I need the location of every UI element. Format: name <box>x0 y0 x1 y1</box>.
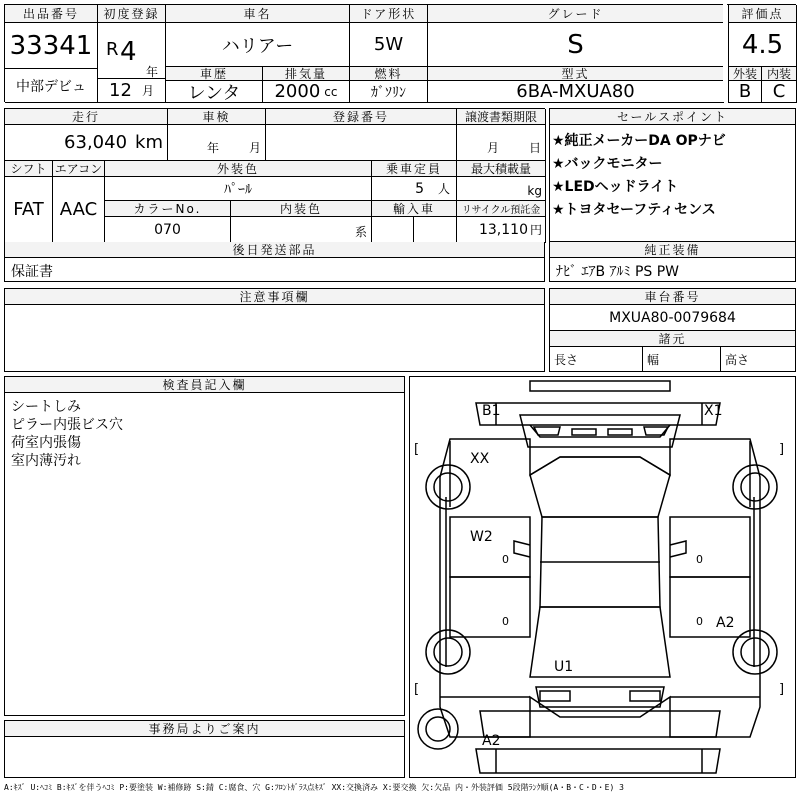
front-left-door <box>450 517 530 577</box>
rear-left-door <box>450 577 530 637</box>
equipment-label: 純正装備 <box>550 242 795 258</box>
sales-points-section <box>549 108 796 242</box>
inspection-label: 車検 <box>168 109 266 125</box>
transfer-day-unit: 日 <box>528 141 541 155</box>
info-section <box>4 108 545 242</box>
color-no: 070 <box>105 217 231 243</box>
body-outline <box>440 439 760 737</box>
recycle-unit: 円 <box>529 223 542 237</box>
lot-number-label: 出品番号 <box>5 5 98 23</box>
door: 5W <box>350 23 428 67</box>
int-color-label: 内装色 <box>231 201 372 217</box>
sales-point-2: ★バックモニター <box>552 156 663 172</box>
import-label: 輸入車 <box>372 201 457 217</box>
capacity: 5 <box>415 180 424 197</box>
zero-mark: 0 <box>502 615 509 628</box>
inspection-cell <box>168 125 266 161</box>
score-label: 評価点 <box>728 5 797 23</box>
wheel-front-left <box>426 465 470 509</box>
office-label: 事務局よりご案内 <box>5 721 404 737</box>
transfer-cell <box>457 125 546 161</box>
damage-mark-w2: W2 <box>470 529 493 545</box>
dims-length-label: 長さ <box>554 352 579 367</box>
model-label: 型式 <box>428 67 724 81</box>
windshield <box>530 457 670 517</box>
year-unit: 年 <box>146 65 159 79</box>
capacity-cell <box>372 177 457 201</box>
import-cell-2 <box>414 217 457 243</box>
history: レンタ <box>166 81 263 103</box>
reg-no-label: 登録番号 <box>266 109 457 125</box>
sales-points-label: セールスポイント <box>550 109 795 125</box>
displacement: 2000 <box>274 81 321 102</box>
front-windshield-frame <box>520 415 680 447</box>
dims-label: 諸元 <box>550 331 795 347</box>
roof-bar-top <box>530 381 670 391</box>
inspection-month-unit: 月 <box>248 141 261 155</box>
dims-height <box>721 347 795 371</box>
dims-width <box>643 347 721 371</box>
inspector-line-1: シートしみ <box>11 399 81 415</box>
load-unit: kg <box>527 184 542 198</box>
bracket-left-top: [ <box>414 442 420 457</box>
mileage-cell <box>5 125 168 161</box>
car-diagram-svg <box>410 377 795 777</box>
sales-point-3: ★LEDヘッドライト <box>552 179 679 195</box>
rear-window <box>530 607 670 677</box>
damage-mark-xx: XX <box>470 451 490 467</box>
displacement-unit: cc <box>324 84 338 99</box>
damage-mark-x1: X1 <box>704 403 723 419</box>
damage-mark-a2-side: A2 <box>716 615 735 631</box>
door-label: ドア形状 <box>350 5 428 23</box>
load-label: 最大積載量 <box>457 161 546 177</box>
sales-point-1: ★純正メーカーDA OPナビ <box>552 133 726 149</box>
damage-mark-u1: U1 <box>554 659 574 675</box>
auction-tag: 中部デビュ <box>5 69 98 103</box>
shift-label: シフト <box>5 161 53 177</box>
later-parts-section <box>4 242 545 282</box>
divider <box>723 4 727 102</box>
front-right-door <box>670 517 750 577</box>
capacity-label: 乗車定員 <box>372 161 457 177</box>
chassis-value: MXUA80-0079684 <box>550 305 795 331</box>
inspection-year-unit: 年 <box>206 141 219 155</box>
notes-section <box>4 288 545 372</box>
zero-mark: 0 <box>502 553 509 566</box>
first-reg-year <box>98 23 166 79</box>
rear-lower-panel <box>476 749 720 773</box>
inspector-section <box>4 376 405 716</box>
later-parts-value: 保証書 <box>11 264 53 280</box>
bracket-right-bottom: ] <box>779 682 785 697</box>
car-name: ハリアー <box>166 23 350 67</box>
ac-label: エアコン <box>53 161 105 177</box>
int-color-cell <box>231 217 372 243</box>
later-parts-label: 後日発送部品 <box>5 242 544 258</box>
ac: AAC <box>53 177 105 243</box>
notes-label: 注意事項欄 <box>5 289 544 305</box>
header-section <box>4 4 796 102</box>
rear-bumper <box>480 711 720 737</box>
damage-diagram <box>409 376 796 778</box>
fuel: ｶﾞｿﾘﾝ <box>350 81 428 103</box>
score: 4.5 <box>728 23 797 67</box>
month-unit: 月 <box>141 84 154 98</box>
wheel-rear-right <box>733 630 777 674</box>
office-section <box>4 720 405 778</box>
displacement-cell <box>263 81 350 103</box>
bracket-left-bottom: [ <box>414 682 420 697</box>
int-color-unit: 系 <box>354 225 367 239</box>
chassis-label: 車台番号 <box>550 289 795 305</box>
bracket-right-top: ] <box>779 442 785 457</box>
transfer-label: 譲渡書類期限 <box>457 109 546 125</box>
ext-color: ﾊﾟｰﾙ <box>105 177 372 201</box>
mileage-label: 走行 <box>5 109 168 125</box>
era-letter: R <box>106 39 119 60</box>
color-no-label: カラーNo. <box>105 201 231 217</box>
lot-number: 33341 <box>5 23 98 69</box>
zero-mark: 0 <box>696 553 703 566</box>
dims-length <box>550 347 643 371</box>
model: 6BA-MXUA80 <box>428 81 724 103</box>
interior-grade: C <box>762 81 797 103</box>
fuel-label: 燃料 <box>350 67 428 81</box>
mileage-unit: km <box>135 132 163 153</box>
wheel-rear-left <box>426 630 470 674</box>
front-panel <box>476 403 720 425</box>
inspector-label: 検査員記入欄 <box>5 377 404 393</box>
capacity-unit: 人 <box>437 182 450 196</box>
car-name-label: 車名 <box>166 5 350 23</box>
recycle: 13,110 <box>478 221 528 238</box>
inspector-line-3: 荷室内張傷 <box>11 435 81 451</box>
ext-color-label: 外装色 <box>105 161 372 177</box>
mileage: 63,040 <box>64 132 128 153</box>
history-label: 車歴 <box>166 67 263 81</box>
import-cell <box>372 217 414 243</box>
sales-point-4: ★トヨタセーフティセンス <box>552 202 716 218</box>
reg-no-cell <box>266 125 457 161</box>
rear-right-door <box>670 577 750 637</box>
exterior-grade: B <box>728 81 762 103</box>
exterior-label: 外装 <box>728 67 762 81</box>
transfer-month-unit: 月 <box>486 141 499 155</box>
grade-label: グレード <box>428 5 724 23</box>
displacement-label: 排気量 <box>263 67 350 81</box>
damage-mark-a2-bottom: A2 <box>482 733 501 749</box>
recycle-cell <box>457 217 546 243</box>
equipment-section <box>549 242 796 282</box>
shift: FAT <box>5 177 53 243</box>
reg-month: 12 <box>109 80 132 101</box>
zero-mark: 0 <box>696 615 703 628</box>
inspector-line-2: ピラー内張ビス穴 <box>11 417 123 433</box>
first-reg-label: 初度登録 <box>98 5 166 23</box>
footer-legend: A:ｷｽﾞ U:ﾍｺﾐ B:ｷｽﾞを伴うﾍｺﾐ P:要塗装 W:補修跡 S:錆 C:腐食、穴 G:ﾌﾛﾝﾄｶﾞﾗｽ点ｷｽﾞ XX:交換済み X:要交換 欠:欠品 内・外装評価 5段階ﾗﾝｸ順(A・B・C・D・E) 3 <box>4 783 624 792</box>
wheel-front-right <box>733 465 777 509</box>
inspector-line-4: 室内薄汚れ <box>11 453 81 469</box>
interior-label: 内装 <box>762 67 797 81</box>
spare-wheel <box>418 709 458 749</box>
load-cell <box>457 177 546 201</box>
grade: S <box>428 23 724 67</box>
dims-width-label: 幅 <box>647 352 660 367</box>
equipment-value: ﾅﾋﾞ ｴｱB ｱﾙﾐ PS PW <box>556 264 680 280</box>
dims-height-label: 高さ <box>725 352 750 367</box>
damage-mark-b1: B1 <box>482 403 501 419</box>
first-reg-month <box>98 79 166 103</box>
reg-year: 4 <box>120 37 137 67</box>
chassis-section <box>549 288 796 372</box>
recycle-label: リサイクル預託金 <box>457 201 546 217</box>
